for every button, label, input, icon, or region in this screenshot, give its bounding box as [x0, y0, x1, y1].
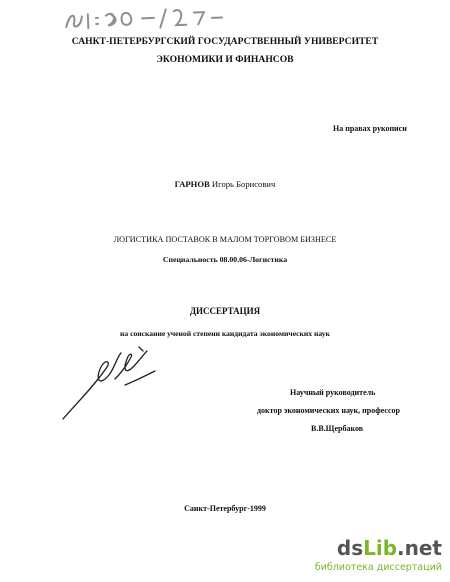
university-name-line1: САНКТ-ПЕТЕРБУРГСКИЙ ГОСУДАРСТВЕННЫЙ УНИВЕРСИТЕТ: [71, 36, 379, 47]
author-surname: ГАРНОВ: [174, 179, 210, 189]
specialty-line: Специальность 08.00.06-Логистика: [162, 255, 288, 264]
logo-part-lib: Lib: [363, 536, 398, 560]
author-name: [0, 179, 450, 189]
dslib-watermark[interactable]: [314, 536, 442, 580]
dslib-subtitle: библиотека диссертаций: [314, 562, 442, 573]
handwritten-signature: [55, 345, 175, 425]
dslib-logo: [337, 536, 442, 560]
document-type: ДИССЕРТАЦИЯ: [189, 306, 261, 316]
logo-part-ds: ds: [336, 536, 364, 560]
handwritten-archive-number: [62, 3, 243, 33]
logo-part-net: .net: [397, 536, 442, 560]
degree-line: на соискание ученой степени кандидата экономических наук: [120, 329, 330, 338]
supervisor-role: Научный руководитель: [290, 388, 376, 397]
dissertation-title: ЛОГИСТИКА ПОСТАВОК В МАЛОМ ТОРГОВОМ БИЗНЕСЕ: [113, 235, 337, 244]
author-given-names: Игорь Борисович: [211, 179, 276, 189]
supervisor-name: В.В.Щербаков: [311, 424, 364, 433]
supervisor-credentials: доктор экономических наук, профессор: [257, 406, 400, 415]
city-year: Санкт-Петербург-1999: [184, 504, 266, 513]
handwritten-number-scribble: [62, 3, 243, 33]
rights-note: На правах рукописи: [333, 124, 407, 133]
university-name-line2: ЭКОНОМИКИ И ФИНАНСОВ: [156, 54, 294, 65]
